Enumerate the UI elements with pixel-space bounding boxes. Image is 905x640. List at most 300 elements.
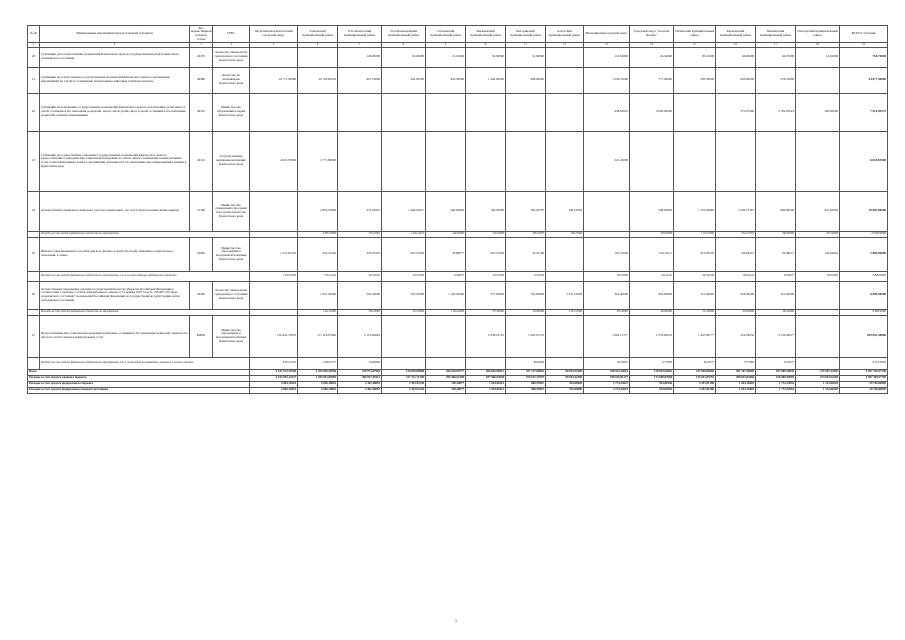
value-cell: 136,04665 bbox=[796, 237, 840, 271]
value-cell: 190,10000 bbox=[546, 191, 584, 231]
value-cell: 8 437,10163 bbox=[250, 357, 298, 369]
total-value: 2 774,23627 bbox=[584, 381, 630, 387]
value-cell: 1 663,07231 bbox=[506, 315, 546, 357]
value-cell: 207,16395 bbox=[466, 271, 506, 281]
value-cell: 511,60000 bbox=[674, 281, 716, 309]
column-number: 16 bbox=[716, 43, 756, 48]
page-marker: 1 bbox=[455, 618, 457, 623]
table-row bbox=[28, 47, 888, 67]
column-number: 5 bbox=[250, 43, 298, 48]
value-cell: 1 421,20000 bbox=[298, 309, 338, 315]
value-cell bbox=[298, 93, 338, 131]
value-cell bbox=[756, 131, 796, 191]
value-cell bbox=[382, 315, 426, 357]
total-value: 548 934,16916 bbox=[584, 369, 630, 375]
column-number: 2 bbox=[40, 43, 190, 48]
value-cell: 8 908,30000 bbox=[840, 281, 888, 309]
value-cell: 676,31262 bbox=[298, 271, 338, 281]
column-header: ВСЕГО субсидий bbox=[840, 26, 888, 43]
subsidy-table bbox=[27, 25, 888, 394]
value-cell: 252,70000 bbox=[382, 281, 426, 309]
row-name: Предоставление мер социальной поддержки гражданам, оставшимся без попечения родителей, лицам из их числа по оплате жилья и коммунальных услуг bbox=[40, 315, 190, 357]
column-number: 18 bbox=[796, 43, 840, 48]
table-row bbox=[28, 191, 888, 231]
total-value: 178 663,93816 bbox=[630, 369, 674, 375]
total-value: 5 696,18081 bbox=[298, 381, 338, 387]
value-cell: 299 852,38066 bbox=[840, 315, 888, 357]
value-cell bbox=[796, 131, 840, 191]
row-grbs: Министерство специальных программ и по делам казачества Камчатского края bbox=[213, 191, 250, 231]
note-text: Расходы за счет средств федерального бюджета по мероприятию bbox=[40, 231, 250, 237]
value-cell bbox=[546, 47, 584, 67]
total-value: 2 455 041,85005 bbox=[298, 375, 338, 381]
column-header: Вилючинский городской округ bbox=[584, 26, 630, 43]
column-number: 8 bbox=[382, 43, 426, 48]
value-cell: 676,31262 bbox=[298, 237, 338, 271]
value-cell: 261,00000 bbox=[756, 281, 796, 309]
total-value: 1 694,08115 bbox=[466, 387, 506, 393]
total-value: 291 167,26009 bbox=[716, 369, 756, 375]
total-value: 80 694,52400 bbox=[546, 369, 584, 375]
row-name: Субвенции на осуществление отдельных государственных полномочий Камчатского края по предоставлению гражданам мер социальной поддержки по оплате жилого помещения и коммунальных услуг в многоквартирных домах и организации деятельности по управлению многоквартирными домами в Камчатском крае bbox=[40, 131, 190, 191]
total-value: 269 466,64100 bbox=[426, 375, 466, 381]
value-cell bbox=[546, 357, 584, 369]
value-cell: 1 110,29000 bbox=[674, 191, 716, 231]
row-code: 59300 bbox=[190, 281, 213, 309]
value-cell: 6 112,66094 bbox=[338, 315, 382, 357]
total-value: 650 062,98413 bbox=[466, 369, 506, 375]
note-text: Расходы за счет средств федерального бюджета по мероприятию bbox=[40, 309, 250, 315]
note-row bbox=[28, 357, 888, 369]
value-cell: 578,70000 bbox=[756, 67, 796, 93]
value-cell: 2 396,97537 bbox=[298, 357, 338, 369]
value-cell: 1 056,70000 bbox=[584, 67, 630, 93]
value-cell bbox=[546, 237, 584, 271]
table-row bbox=[28, 131, 888, 191]
value-cell: 907,10048 bbox=[338, 67, 382, 93]
value-cell: 207,16395 bbox=[466, 237, 506, 271]
column-number: 6 bbox=[298, 43, 338, 48]
value-cell: 777,40000 bbox=[630, 67, 674, 93]
column-number: 3 bbox=[190, 43, 213, 48]
value-cell bbox=[426, 93, 466, 131]
value-cell: 7 914,95572 bbox=[840, 93, 888, 131]
column-header: Тигильский муниципальный район bbox=[674, 26, 716, 43]
value-cell bbox=[298, 47, 338, 67]
value-cell: 136,84212 bbox=[716, 271, 756, 281]
column-number: 17 bbox=[756, 43, 796, 48]
column-header: Мильковский муниципальный район bbox=[466, 26, 506, 43]
value-cell: 2 702,25023 bbox=[756, 93, 796, 131]
total-value: 289 652,84466 bbox=[716, 375, 756, 381]
total-value: 29 746,80000 bbox=[840, 381, 888, 387]
value-cell: 75,37084 bbox=[716, 357, 756, 369]
value-cell: 6 618,93000 bbox=[840, 131, 888, 191]
table-row bbox=[28, 281, 888, 309]
value-cell: 85,10000 bbox=[674, 47, 716, 67]
value-cell: 156,16111 bbox=[630, 271, 674, 281]
row-grbs: Агентство по ветеринарии Камчатского края bbox=[213, 67, 250, 93]
total-value: 173 680,87668 bbox=[630, 375, 674, 381]
row-grbs: Министерство образования и молодежной политики Камчатского края bbox=[213, 237, 250, 271]
value-cell bbox=[674, 131, 716, 191]
column-header: ГРБС bbox=[213, 26, 250, 43]
total-value: 127 211,71290 bbox=[382, 375, 426, 381]
row-code: 40110 bbox=[190, 131, 213, 191]
total-value: 748,28077 bbox=[426, 387, 466, 393]
value-cell: 931,60000 bbox=[796, 231, 840, 237]
total-value: 5 696,18081 bbox=[298, 387, 338, 393]
total-row bbox=[28, 387, 888, 393]
total-value: 923,80256 bbox=[630, 387, 674, 393]
value-cell: 931,60000 bbox=[796, 191, 840, 231]
value-cell: 136,84212 bbox=[716, 237, 756, 271]
value-cell: 618,00000 bbox=[716, 309, 756, 315]
table-row bbox=[28, 67, 888, 93]
total-value: 9 997 316,97790 bbox=[840, 369, 888, 375]
total-value: 576 627,25597 bbox=[506, 375, 546, 381]
total-value: 2 393,93130 bbox=[382, 387, 426, 393]
column-header: № пп bbox=[28, 26, 40, 43]
value-cell bbox=[546, 93, 584, 131]
column-number: 1 bbox=[28, 43, 40, 48]
value-cell: 146,20000 bbox=[466, 231, 506, 237]
row-grbs: Государственная жилищная инспекция Камчатского края bbox=[213, 131, 250, 191]
value-cell bbox=[466, 93, 506, 131]
value-cell: 556,20000 bbox=[338, 309, 382, 315]
total-value: 135 051,85782 bbox=[674, 375, 716, 381]
row-number: 23 bbox=[28, 131, 40, 191]
value-cell: 8 908,30000 bbox=[840, 309, 888, 315]
value-cell bbox=[250, 47, 298, 67]
value-cell: 556,20000 bbox=[338, 281, 382, 309]
column-header: Олюторский муниципальный район bbox=[796, 26, 840, 43]
value-cell: 562,81000 bbox=[382, 67, 426, 93]
column-header: Пенжинский муниципальный район bbox=[756, 26, 796, 43]
value-cell: 4 159,06677 bbox=[756, 315, 796, 357]
value-cell: 117 118,07964 bbox=[298, 315, 338, 357]
value-cell: 1 136,20000 bbox=[426, 309, 466, 315]
value-cell: 500,00000 bbox=[796, 93, 840, 131]
value-cell: 4 000,00000 bbox=[630, 93, 674, 131]
total-value: 468 927,39421 bbox=[338, 375, 382, 381]
value-cell: 50,98077 bbox=[426, 237, 466, 271]
value-cell: 52,32106 bbox=[506, 271, 546, 281]
row-number bbox=[28, 357, 40, 369]
column-number: 9 bbox=[426, 43, 466, 48]
value-cell: 1 044,75397 bbox=[716, 231, 756, 237]
value-cell: 44 077,50000 bbox=[840, 67, 888, 93]
value-cell: 5 662,13177 bbox=[584, 315, 630, 357]
row-code: 52600 bbox=[190, 237, 213, 271]
value-cell bbox=[382, 131, 426, 191]
total-value: 800,55967 bbox=[506, 387, 546, 393]
row-name: Субвенции для осуществления полномочий Камчатского края по государственной регистрации актов гражданского состояния bbox=[40, 47, 190, 67]
value-cell: 651,82529 bbox=[674, 237, 716, 271]
value-cell bbox=[796, 315, 840, 357]
value-cell: 620,80000 bbox=[630, 281, 674, 309]
column-number: 11 bbox=[506, 43, 546, 48]
total-value: 1 772,24954 bbox=[756, 387, 796, 393]
column-number: 19 bbox=[840, 43, 888, 48]
value-cell: 50,98077 bbox=[426, 271, 466, 281]
total-value: 167 808,20839 bbox=[756, 369, 796, 375]
row-code: R0820 bbox=[190, 315, 213, 357]
value-cell: 261,00000 bbox=[756, 309, 796, 315]
value-cell bbox=[338, 131, 382, 191]
value-cell: 163,70656 bbox=[584, 237, 630, 271]
value-cell: 348,00000 bbox=[630, 191, 674, 231]
value-cell: 651,82529 bbox=[674, 271, 716, 281]
table-row bbox=[28, 93, 888, 131]
value-cell: 50,98077 bbox=[756, 237, 796, 271]
row-code: 40270 bbox=[190, 47, 213, 67]
total-value: 2 297,81386 bbox=[674, 381, 716, 387]
total-value: 1 772,24954 bbox=[756, 381, 796, 387]
total-value: 2 459 036,45958 bbox=[298, 369, 338, 375]
value-cell: 52,32106 bbox=[506, 237, 546, 271]
value-cell: 435,30000 bbox=[426, 67, 466, 93]
value-cell: 9 539,16710 bbox=[466, 315, 506, 357]
value-cell: 21,10000 bbox=[426, 47, 466, 67]
value-cell: 1 231,81295 bbox=[250, 237, 298, 271]
value-cell: 1 136,20000 bbox=[426, 281, 466, 309]
value-cell: 190,10000 bbox=[546, 231, 584, 237]
value-cell bbox=[250, 191, 298, 231]
value-cell: 221,43000 bbox=[584, 131, 630, 191]
value-cell bbox=[796, 357, 840, 369]
total-label: Расходы за счет средств краевого бюджета bbox=[28, 375, 250, 381]
total-label: Всего bbox=[28, 369, 250, 375]
value-cell bbox=[796, 67, 840, 93]
value-cell bbox=[338, 93, 382, 131]
value-cell: 316,40000 bbox=[584, 309, 630, 315]
total-value: 657 966,92658 bbox=[466, 375, 506, 381]
value-cell: 275,87446 bbox=[716, 93, 756, 131]
value-cell: 21,73000 bbox=[630, 357, 674, 369]
row-number: 24 bbox=[28, 191, 40, 231]
column-header: Усть-Камчатский муниципальный район bbox=[338, 26, 382, 43]
value-cell: 1 426,24617 bbox=[382, 231, 426, 237]
value-cell bbox=[674, 93, 716, 131]
row-grbs: Министерство образования и науки Камчатского края bbox=[213, 93, 250, 131]
value-cell: 252,56419 bbox=[338, 237, 382, 271]
value-cell: 348,00000 bbox=[630, 231, 674, 237]
value-cell: 2 856,70000 bbox=[298, 231, 338, 237]
row-number: 22 bbox=[28, 93, 40, 131]
value-cell bbox=[426, 315, 466, 357]
value-cell: 2 856,70000 bbox=[298, 191, 338, 231]
value-cell: 20 763,00952 bbox=[298, 67, 338, 93]
value-cell: 4 625,70000 bbox=[250, 131, 298, 191]
row-number: 21 bbox=[28, 67, 40, 93]
value-cell: 1 426,24617 bbox=[382, 191, 426, 231]
value-cell: 170,80000 bbox=[338, 357, 382, 369]
total-label: Расходы за счет средств федерального бюджета bbox=[28, 381, 250, 387]
value-cell: 252,56419 bbox=[338, 271, 382, 281]
total-value: 4 543 043,14227 bbox=[250, 375, 298, 381]
value-cell: 56,30000 bbox=[466, 47, 506, 67]
value-cell: 63,20000 bbox=[382, 47, 426, 67]
total-value: 748,28077 bbox=[426, 381, 466, 387]
value-cell: 583,50000 bbox=[674, 67, 716, 93]
total-value: 1 694,18483 bbox=[716, 381, 756, 387]
total-value: 535,69000 bbox=[546, 387, 584, 393]
value-cell: 1 262,00000 bbox=[466, 67, 506, 93]
column-header: Код ведомственной целевой статьи bbox=[191, 25, 212, 41]
total-value: 548 910,81277 bbox=[584, 375, 630, 381]
note-text: Расходы за счет средств федерального бюджета по мероприятию, в т.ч. по расходам на разработку земельных и лесных участков bbox=[40, 357, 250, 369]
value-cell: 252,70000 bbox=[382, 309, 426, 315]
value-cell: 146,20000 bbox=[466, 191, 506, 231]
value-cell bbox=[546, 131, 584, 191]
column-number: 4 bbox=[213, 43, 250, 48]
row-code: 40310 bbox=[190, 93, 213, 131]
value-cell: 306,26787 bbox=[506, 191, 546, 231]
value-cell: 46,00000 bbox=[716, 47, 756, 67]
value-cell: 275,22961 bbox=[338, 191, 382, 231]
value-cell: 398,40000 bbox=[506, 67, 546, 93]
value-cell: 1 447,99777 bbox=[674, 315, 716, 357]
row-number: 25 bbox=[28, 237, 40, 271]
note-text: Расходы за счет средств федерального бюджета по мероприятию, в т.ч. за счет субвенции федерального бюджета bbox=[40, 271, 250, 281]
value-cell bbox=[546, 67, 584, 93]
value-cell: 3 896,90000 bbox=[840, 237, 888, 271]
column-header: Карагинский муниципальный район bbox=[716, 26, 756, 43]
total-value: 2 461,48081 bbox=[338, 381, 382, 387]
value-cell: 56,00477 bbox=[756, 357, 796, 369]
total-label: Расходы за счет средств федерального бюджета источника bbox=[28, 387, 250, 393]
row-code: 40280 bbox=[190, 67, 213, 93]
total-value: 9 967 469,97790 bbox=[840, 375, 888, 381]
column-number: 7 bbox=[338, 43, 382, 48]
value-cell bbox=[546, 271, 584, 281]
value-cell bbox=[796, 281, 840, 309]
row-grbs: Агентство записи актов гражданского состояния Камчатского края bbox=[213, 281, 250, 309]
total-value: 1 123,60265 bbox=[796, 381, 840, 387]
value-cell: 618,00000 bbox=[716, 281, 756, 309]
value-cell bbox=[716, 131, 756, 191]
row-name: Осуществление переданных органам государственной власти субъектов Российской Федерации в соответствии с пунктом 1 статьи 4 Федерального закона от 15 ноября 1997 года № 143-ФЗ "Об актах гражданского состояния" полномочий Российской Федерации на государственную регистрацию актов гражданского состояния bbox=[40, 281, 190, 309]
value-cell: 63,76577 bbox=[674, 357, 716, 369]
value-cell bbox=[250, 93, 298, 131]
value-cell: 966,80000 bbox=[756, 191, 796, 231]
total-value: 275 997,34365 bbox=[796, 369, 840, 375]
column-header: Наименование мероприятия (предоставления субсидии) bbox=[40, 26, 190, 43]
row-number: 26 bbox=[28, 281, 40, 309]
value-cell bbox=[466, 357, 506, 369]
total-value: 274 653,94268 bbox=[796, 375, 840, 381]
value-cell: 8 473,40000 bbox=[840, 357, 888, 369]
header-row bbox=[28, 26, 888, 43]
value-cell bbox=[466, 131, 506, 191]
total-value: 1 694,08115 bbox=[466, 381, 506, 387]
value-cell bbox=[382, 357, 426, 369]
column-number: 10 bbox=[466, 43, 506, 48]
value-cell bbox=[426, 357, 466, 369]
row-name: Субвенции на осуществление государственных полномочий Камчатского края по организации мероприятий по отлову и содержанию безнадзорных животных в Камчатском крае bbox=[40, 67, 190, 93]
value-cell: 966,80000 bbox=[756, 231, 796, 237]
column-header: Городской округ "поселок Палана" bbox=[630, 26, 674, 43]
row-name: Выплата единовременного пособия при всех формах устройства детей, лишенных родительского попечения, в семью bbox=[40, 237, 190, 271]
column-header: Соболевский муниципальный район bbox=[426, 26, 466, 43]
value-cell: 163,70656 bbox=[584, 271, 630, 281]
value-cell: 105,00817 bbox=[584, 357, 630, 369]
row-name: Осуществление первичного воинского учета на территориях, где отсутствуют военные комиссариаты bbox=[40, 191, 190, 231]
value-cell: 46,70000 bbox=[756, 47, 796, 67]
total-value: 800,55967 bbox=[506, 381, 546, 387]
column-header: Усть-Большерецкий муниципальный район bbox=[382, 26, 426, 43]
document-sheet bbox=[27, 25, 886, 394]
table-row bbox=[28, 315, 888, 357]
row-code: 51180 bbox=[190, 191, 213, 231]
row-name: Субвенции на исполнение государственных полномочий Камчатского края по обеспечению детей-сирот и детей, оставшихся без попечения родителей, лиц из числа детей-сирот и детей, оставшихся без попечения родителей, жилыми помещениями bbox=[40, 93, 190, 131]
value-cell: 207,16395 bbox=[382, 237, 426, 271]
total-value: 80 094,42400 bbox=[546, 375, 584, 381]
value-cell: 446,60000 bbox=[426, 231, 466, 237]
value-cell: 31,50000 bbox=[506, 47, 546, 67]
value-cell: 2 257,10000 bbox=[546, 309, 584, 315]
total-value: 166 080,58695 bbox=[756, 375, 796, 381]
value-cell bbox=[630, 131, 674, 191]
value-cell: 150 641,11870 bbox=[250, 315, 298, 357]
value-cell bbox=[426, 131, 466, 191]
total-value: 2 461,48081 bbox=[338, 387, 382, 393]
value-cell: 306,26787 bbox=[506, 231, 546, 237]
value-cell: 620,80000 bbox=[630, 309, 674, 315]
total-value: 4 869,16518 bbox=[250, 387, 298, 393]
value-cell: 275,22961 bbox=[338, 231, 382, 237]
total-value: 266 916,99777 bbox=[426, 369, 466, 375]
value-cell: 377,60000 bbox=[466, 281, 506, 309]
value-cell: 524,29934 bbox=[716, 315, 756, 357]
value-cell: 136,04665 bbox=[796, 271, 840, 281]
value-cell: 16,50000 bbox=[796, 47, 840, 67]
value-cell: 10 003,00000 bbox=[840, 191, 888, 231]
value-cell: 24,54000 bbox=[630, 47, 674, 67]
column-number: 12 bbox=[546, 43, 584, 48]
value-cell: 50,98077 bbox=[756, 271, 796, 281]
column-header: Алеутский муниципальный район bbox=[546, 26, 584, 43]
value-cell bbox=[584, 191, 630, 231]
column-number: 14 bbox=[630, 43, 674, 48]
row-grbs: Агентство записи актов гражданского состояния Камчатского края bbox=[213, 47, 250, 67]
value-cell: 377,60000 bbox=[466, 309, 506, 315]
column-header: Елизовский муниципальный район bbox=[298, 26, 338, 43]
value-cell: 446,60000 bbox=[426, 191, 466, 231]
total-value: 2 393,93130 bbox=[382, 381, 426, 387]
total-value: 470 973,87983 bbox=[338, 369, 382, 375]
table-body bbox=[28, 47, 888, 393]
table-row bbox=[28, 237, 888, 271]
value-cell: 511,60000 bbox=[674, 309, 716, 315]
value-cell bbox=[506, 93, 546, 131]
value-cell: 116,50000 bbox=[584, 47, 630, 67]
value-cell: 316,40000 bbox=[584, 281, 630, 309]
column-number: 15 bbox=[674, 43, 716, 48]
total-value: 923,80256 bbox=[630, 381, 674, 387]
total-value: 535,69000 bbox=[546, 381, 584, 387]
value-cell bbox=[250, 281, 298, 309]
value-cell: 156,80000 bbox=[506, 309, 546, 315]
total-value: 4 547 913,30768 bbox=[250, 369, 298, 375]
total-value: 129 630,89688 bbox=[382, 369, 426, 375]
value-cell: 16 771,50000 bbox=[250, 67, 298, 93]
value-cell bbox=[546, 315, 584, 357]
total-value: 4 869,16518 bbox=[250, 381, 298, 387]
column-number: 13 bbox=[584, 43, 630, 48]
row-number bbox=[28, 271, 40, 281]
